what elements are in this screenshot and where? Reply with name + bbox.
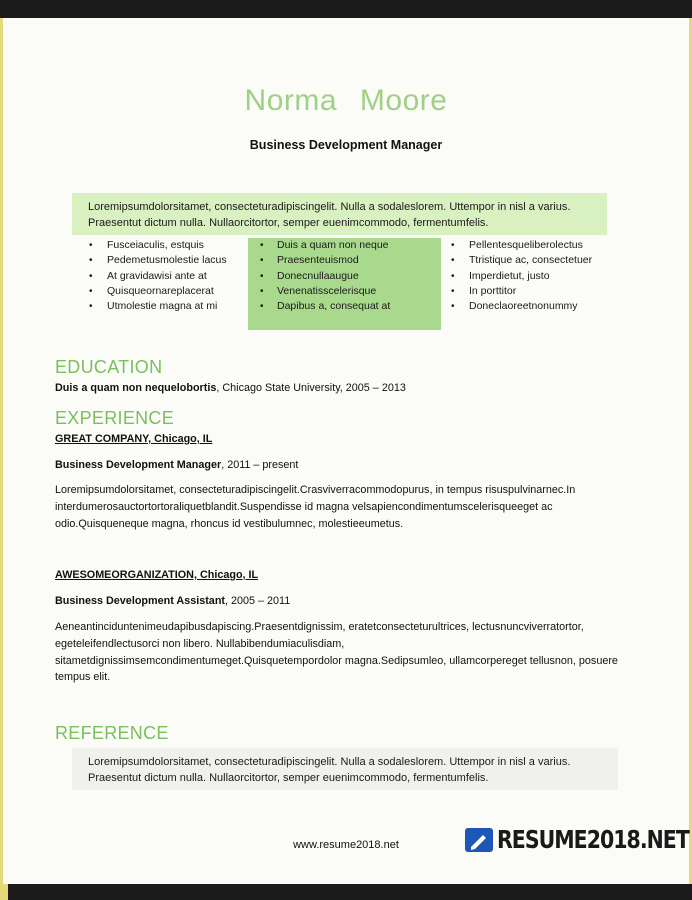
first-name: Norma bbox=[244, 84, 338, 117]
bottom-left-accent bbox=[0, 884, 8, 900]
top-border bbox=[0, 0, 692, 18]
bottom-border bbox=[0, 884, 692, 900]
reference-line-2: Praesentut dictum nulla. Nullaorcitortor, semper euenimcommodo, fermentumfelis. bbox=[88, 771, 489, 784]
bullet-icon: • bbox=[89, 301, 93, 313]
skill-item: • Imperdietut, justo bbox=[441, 269, 607, 284]
education-degree: Duis a quam non nequelobortis bbox=[55, 382, 217, 394]
job-role: Business Development Assistant, 2005 – 2011 bbox=[55, 595, 291, 607]
skill-item: • In porttitor bbox=[441, 284, 607, 299]
job-company: GREAT COMPANY, Chicago, IL bbox=[55, 433, 213, 445]
bullet-icon: • bbox=[260, 240, 264, 251]
skill-item: • Pellentesqueliberolectus bbox=[441, 238, 607, 253]
job-title: Business Development Manager bbox=[249, 138, 443, 152]
bullet-icon: • bbox=[260, 301, 264, 313]
bullet-icon: • bbox=[451, 255, 455, 267]
education-details: , Chicago State University, 2005 – 2013 bbox=[216, 382, 406, 394]
experience-heading: EXPERIENCE bbox=[55, 408, 175, 428]
bullet-icon: • bbox=[89, 255, 93, 267]
skill-item: • Praesenteuismod bbox=[248, 253, 441, 268]
skill-item: • Dapibus a, consequat at bbox=[248, 299, 441, 314]
skill-item: • Pedemetusmolestie lacus bbox=[72, 253, 248, 268]
skill-item: • Venenatisscelerisque bbox=[248, 284, 441, 299]
education-heading: EDUCATION bbox=[55, 357, 163, 377]
skill-item: • Quisqueornareplacerat bbox=[72, 284, 248, 299]
bullet-icon: • bbox=[260, 285, 264, 297]
bullet-icon: • bbox=[89, 285, 93, 297]
job-description: Loremipsumdolorsitamet, consecteturadipiscingelit.Crasviverracommodopurus, in tempus risuspulvinarnec.In interdumerosauctortortoraliquetblandit.Suspendisse id magna velsapiencondimentumscelerisqueeget ac odio.Quisqueneque magna, rhoncus id vestibulumnec, molestieeumetus. bbox=[55, 484, 576, 530]
reference-line-1: Loremipsumdolorsitamet, consecteturadipiscingelit. Nulla a sodaleslorem. Uttempor in nisl a varius. bbox=[88, 756, 571, 768]
pencil-icon bbox=[465, 828, 493, 852]
skill-item: • Duis a quam non neque bbox=[248, 238, 441, 253]
skill-item: • Donecnullaaugue bbox=[248, 269, 441, 284]
skill-item: • Utmolestie magna at mi bbox=[72, 299, 248, 314]
bullet-icon: • bbox=[451, 270, 455, 282]
bullet-icon: • bbox=[451, 301, 455, 313]
skill-item: • Ttristique ac, consectetuer bbox=[441, 253, 607, 268]
skills-column-right bbox=[441, 238, 607, 314]
job-company: AWESOMEORGANIZATION, Chicago, IL bbox=[55, 569, 259, 581]
skill-item: • At gravidawisi ante at bbox=[72, 269, 248, 284]
job-description: Aeneantinciduntenimeudapibusdapiscing.Praesentdignissim, eratetconsecteturultrices, lectusnuncviverratortor, egeteleifendlectusorci non libero. Nullabibendumiaculisdiam, sitametdignissimsemcondimentumeget.Quisquetempordolor magna.Sedipsumleo, ullamcorpereget tellusnon, posuere tempus elit. bbox=[55, 621, 618, 684]
summary-box bbox=[72, 193, 607, 235]
job-role: Business Development Manager, 2011 – present bbox=[55, 459, 299, 471]
reference-box bbox=[72, 748, 618, 790]
summary-line-1: Loremipsumdolorsitamet, consecteturadipiscingelit. Nulla a sodaleslorem. Uttempor in nisl a varius. bbox=[88, 201, 571, 213]
skill-item: • Doneclaoreetnonummy bbox=[441, 299, 607, 314]
education-entry bbox=[55, 380, 406, 397]
skills-column-left bbox=[72, 238, 248, 314]
candidate-name bbox=[0, 84, 692, 118]
bullet-icon: • bbox=[451, 240, 455, 251]
reference-heading: REFERENCE bbox=[55, 723, 169, 743]
skill-item: • Fusceiaculis, estquis bbox=[72, 238, 248, 253]
bullet-icon: • bbox=[89, 270, 93, 282]
site-logo bbox=[465, 825, 689, 854]
logo-text: RESUME2018.NET bbox=[497, 825, 689, 854]
summary-line-2: Praesentut dictum nulla. Nullaorcitortor, semper euenimcommodo, fermentumfelis. bbox=[88, 216, 489, 229]
bullet-icon: • bbox=[260, 255, 264, 267]
bullet-icon: • bbox=[451, 285, 455, 297]
skills-column-middle bbox=[248, 238, 441, 330]
bullet-icon: • bbox=[260, 270, 264, 282]
bullet-icon: • bbox=[89, 240, 93, 251]
footer-url[interactable]: www.resume2018.net bbox=[293, 839, 399, 851]
last-name: Moore bbox=[359, 84, 448, 117]
